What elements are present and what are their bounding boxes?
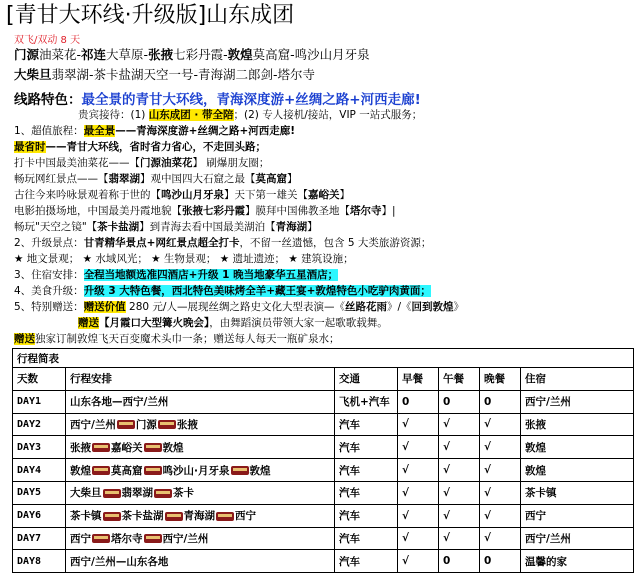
table-cell: √: [480, 436, 521, 459]
note-pre: 贵宾接待：(1): [78, 109, 149, 121]
note-highlight: 山东成团 · 带全陪: [148, 109, 234, 121]
plan-stop: 青海湖: [183, 510, 215, 523]
feature-text: 最全景的青甘大环线，青海深度游+丝绸之路+河西走廊!: [81, 92, 421, 108]
point-12: [14, 300, 464, 315]
train-icon: [92, 534, 110, 543]
table-cell: √: [439, 436, 480, 459]
p-text: 》/《: [386, 301, 412, 313]
plan-stop: 西宁: [235, 510, 256, 523]
p-text: 古往今来吟咏景观着称于世的【: [14, 189, 161, 201]
table-cell: √: [439, 527, 480, 550]
table-cell: 0: [439, 390, 480, 413]
plan-stop: 西宁: [70, 532, 91, 545]
header-cell: 住宿: [521, 368, 634, 391]
route-text: 油菜花-: [39, 47, 82, 62]
p-bold: 塔尔寺: [350, 205, 382, 217]
train-icon: [158, 420, 176, 429]
table-cell: 温馨的家: [521, 550, 634, 573]
p-text: 独家订制敦煌飞天百变魔术头巾一条；赠送每人每天一瓶矿泉水；: [35, 333, 340, 345]
p-bold: 回到敦煌: [411, 301, 454, 313]
p-bold: 甘青精华景点+网红景点超全打卡: [83, 237, 240, 249]
train-icon: [103, 489, 121, 498]
p-bold: 茶卡盐湖: [97, 221, 140, 233]
point-8: [14, 236, 431, 251]
note-line: [78, 108, 422, 123]
page-title: [青甘大环线·升级版]山东成团: [6, 3, 295, 28]
p-bold: 莫高窟: [255, 173, 287, 185]
subtitle: 双飞/双动 8 天: [14, 35, 81, 46]
p-text: ，由舞蹈演员带领大家一起歌歌载舞。: [209, 317, 388, 329]
plan-stop: 翡翠湖: [121, 487, 153, 500]
plan-stop: 张掖: [176, 418, 198, 431]
table-cell: 西宁/兰州: [521, 527, 634, 550]
p-highlight: 全程当地额选准四酒店+升级 1 晚当地豪华五星酒店；: [83, 269, 339, 281]
train-icon: [165, 512, 183, 521]
p-text: 5、特别赠送：: [14, 301, 84, 313]
table-cell: 0: [480, 390, 521, 413]
table-cell: √: [398, 413, 439, 436]
p-bold: 门源油菜花: [140, 157, 193, 169]
p-text: 】|: [381, 205, 396, 217]
train-icon: [103, 512, 121, 521]
header-cell: 行程安排: [66, 368, 335, 391]
train-icon: [144, 534, 162, 543]
table-cell: 汽车: [335, 459, 398, 482]
p-text: 】天下第一雄关【: [224, 189, 308, 201]
train-icon: [92, 443, 110, 452]
note-post: ；(2) 专人接机/接站，VIP 一站式服务；: [233, 109, 423, 121]
plan-stop: 西宁/兰州: [70, 418, 116, 431]
table-cell: √: [439, 459, 480, 482]
route-line-2: [14, 65, 315, 83]
table-cell: DAY1: [13, 390, 66, 413]
p-text: 】: [287, 173, 298, 185]
table-cell: DAY7: [13, 527, 66, 550]
plan-stop: 莫高窟: [111, 464, 143, 477]
table-cell: 张掖: [521, 413, 634, 436]
plan-stop: 塔尔寺: [111, 532, 143, 545]
table-row: [13, 504, 634, 527]
table-cell: √: [480, 504, 521, 527]
p-bold: 鸣沙山月牙泉: [161, 189, 224, 201]
itinerary-table: [12, 348, 634, 573]
feature-line: [14, 88, 421, 108]
route-stop: 大柴旦: [14, 67, 52, 82]
p-text: 》: [453, 301, 464, 313]
plan-stop: 茶卡镇: [70, 510, 102, 523]
table-cell: 敦煌: [521, 436, 634, 459]
train-icon: [154, 489, 172, 498]
p-text: ，不留一丝遗憾，包含 5 大类旅游资源；: [239, 237, 432, 249]
plan-stop: 嘉峪关: [111, 441, 143, 454]
table-cell: 西宁/兰州: [521, 390, 634, 413]
table-cell: √: [398, 481, 439, 504]
p-bold: 丝路花雨: [344, 301, 387, 313]
plan-stop: 茶卡: [173, 487, 194, 500]
p-text: 】 刷爆朋友圈；: [192, 157, 270, 169]
table-cell: 西宁: [521, 504, 634, 527]
table-cell: DAY4: [13, 459, 66, 482]
train-icon: [92, 466, 110, 475]
table-header-row: [13, 368, 634, 391]
plan-stop: 西宁/兰州—山东各地: [70, 555, 169, 568]
p-highlight: 升级 3 大特色餐，西北特色美味烤全羊+藏王宴+敦煌特色小吃驴肉黄面；: [83, 285, 431, 297]
table-cell: √: [439, 413, 480, 436]
route-stop: 敦煌: [227, 47, 253, 62]
p-text: 280 元/人—展现丝绸之路史文化大型表演—《: [125, 301, 345, 313]
table-cell: DAY8: [13, 550, 66, 573]
plan-stop: 门源: [135, 418, 157, 431]
header-cell: 交通: [335, 368, 398, 391]
p-highlight: 最省时: [14, 141, 46, 153]
p-text: 畅玩"天空之镜"【: [14, 221, 98, 233]
train-icon: [144, 443, 162, 452]
feature-label: 线路特色：: [14, 92, 82, 108]
route-text: 大草原-: [106, 47, 149, 62]
p-text: 】到青海去看中国最美湖泊【: [139, 221, 276, 233]
route-text: 翡翠湖-茶卡盐湖天空一号-青海湖二郎剑-塔尔寺: [51, 67, 316, 82]
table-row: [13, 527, 634, 550]
point-2: [14, 140, 266, 155]
table-cell: √: [480, 459, 521, 482]
table-row: [13, 481, 634, 504]
p-bold: 青海湖: [275, 221, 308, 233]
table-row: [13, 550, 634, 573]
p-bold: 张掖七彩丹霞: [182, 205, 245, 217]
train-icon: [231, 466, 249, 475]
table-cell: 0: [480, 550, 521, 573]
p-text: ——青甘大环线，省时省力省心，不走回头路；: [45, 141, 266, 153]
table-cell: √: [439, 481, 480, 504]
plan-stop: 张掖: [70, 441, 91, 454]
table-cell: [66, 481, 335, 504]
route-stop: 祁连: [81, 47, 107, 62]
table-cell: DAY3: [13, 436, 66, 459]
table-cell: 汽车: [335, 550, 398, 573]
table-cell: [66, 527, 335, 550]
p-text: 】观中国四大石窟之最【: [140, 173, 256, 185]
point-13: [78, 316, 388, 331]
p-text: 】膜拜中国佛教圣地【: [245, 205, 350, 217]
p-text: 3、住宿安排：: [14, 269, 84, 281]
p-highlight: 最全景: [83, 125, 116, 137]
p-text: 1、超值旅程：: [14, 125, 84, 137]
point-7: [14, 220, 318, 235]
p-text: 】: [339, 189, 350, 201]
table-cell: 飞机+汽车: [335, 390, 398, 413]
header-cell: 晚餐: [480, 368, 521, 391]
plan-stop: 敦煌: [249, 464, 271, 477]
route-stop: 张掖: [148, 47, 174, 62]
plan-stop: 茶卡盐湖: [121, 510, 164, 523]
p-highlight: 赠送: [78, 317, 99, 329]
table-cell: 茶卡镇: [521, 481, 634, 504]
table-cell: 汽车: [335, 481, 398, 504]
point-3: [14, 156, 269, 171]
point-1: [14, 124, 295, 139]
table-row: [13, 436, 634, 459]
header-cell: 天数: [13, 368, 66, 391]
p-text: 电影拍摄场地，中国最美丹霞地貌【: [14, 205, 182, 217]
plan-stop: 山东各地—西宁/兰州: [70, 396, 169, 409]
p-text: 】: [307, 221, 318, 233]
table-cell: [66, 390, 335, 413]
table-cell: √: [480, 527, 521, 550]
point-5: [14, 188, 350, 203]
table-cell: 汽车: [335, 504, 398, 527]
point-9: ★ 地文景观； ★ 水域风光； ★ 生物景观； ★ 遗址遗迹； ★ 建筑设施；: [14, 253, 354, 265]
p-highlight: 赠送价值: [83, 301, 126, 313]
table-cell: 0: [439, 550, 480, 573]
plan-stop: 西宁/兰州: [162, 532, 209, 545]
table-cell: DAY6: [13, 504, 66, 527]
table-cell: √: [439, 504, 480, 527]
table-caption: 行程简表: [13, 349, 634, 368]
table-cell: DAY2: [13, 413, 66, 436]
table-cell: √: [480, 413, 521, 436]
p-text: 4、美食升级：: [14, 285, 84, 297]
table-cell: √: [398, 504, 439, 527]
table-cell: √: [398, 527, 439, 550]
table-cell: 0: [398, 390, 439, 413]
p-text: 打卡中国最美油菜花——【: [14, 157, 140, 169]
table-cell: [66, 504, 335, 527]
table-cell: [66, 459, 335, 482]
table-cell: 汽车: [335, 436, 398, 459]
table-cell: [66, 413, 335, 436]
route-line-1: [14, 45, 370, 63]
p-bold: 翡翠湖: [108, 173, 140, 185]
table-cell: [66, 436, 335, 459]
route-stop: 门源: [14, 47, 40, 62]
table-cell: 敦煌: [521, 459, 634, 482]
plan-stop: 敦煌: [162, 441, 184, 454]
point-6: [14, 204, 396, 219]
header-cell: 早餐: [398, 368, 439, 391]
table-cell: √: [398, 459, 439, 482]
train-icon: [216, 512, 234, 521]
table-cell: 汽车: [335, 413, 398, 436]
p-text: ——青海深度游+丝绸之路+河西走廊!: [115, 125, 296, 137]
table-row: [13, 459, 634, 482]
route-text: 莫高窟-鸣沙山月牙泉: [252, 47, 370, 62]
p-text: 2、升级景点：: [14, 237, 84, 249]
table-cell: DAY5: [13, 481, 66, 504]
point-4: [14, 172, 298, 187]
point-11: [14, 284, 431, 299]
p-bold: 嘉峪关: [308, 189, 340, 201]
plan-stop: 敦煌: [70, 464, 91, 477]
p-highlight: 赠送: [14, 333, 35, 345]
p-bold: 【月霞口大型篝火晚会】: [99, 317, 210, 329]
table-cell: √: [480, 481, 521, 504]
point-14: [14, 332, 340, 347]
train-icon: [144, 466, 162, 475]
table-cell: √: [398, 436, 439, 459]
table-cell: 汽车: [335, 527, 398, 550]
plan-stop: 鸣沙山·月牙泉: [162, 464, 230, 477]
train-icon: [117, 420, 135, 429]
table-row: [13, 413, 634, 436]
table-cell: √: [398, 550, 439, 573]
table-row: [13, 390, 634, 413]
point-10: [14, 268, 338, 283]
route-text: 七彩丹霞-: [173, 47, 228, 62]
plan-stop: 大柴旦: [70, 487, 102, 500]
p-text: 畅玩网红景点——【: [14, 173, 109, 185]
table-cell: [66, 550, 335, 573]
header-cell: 午餐: [439, 368, 480, 391]
